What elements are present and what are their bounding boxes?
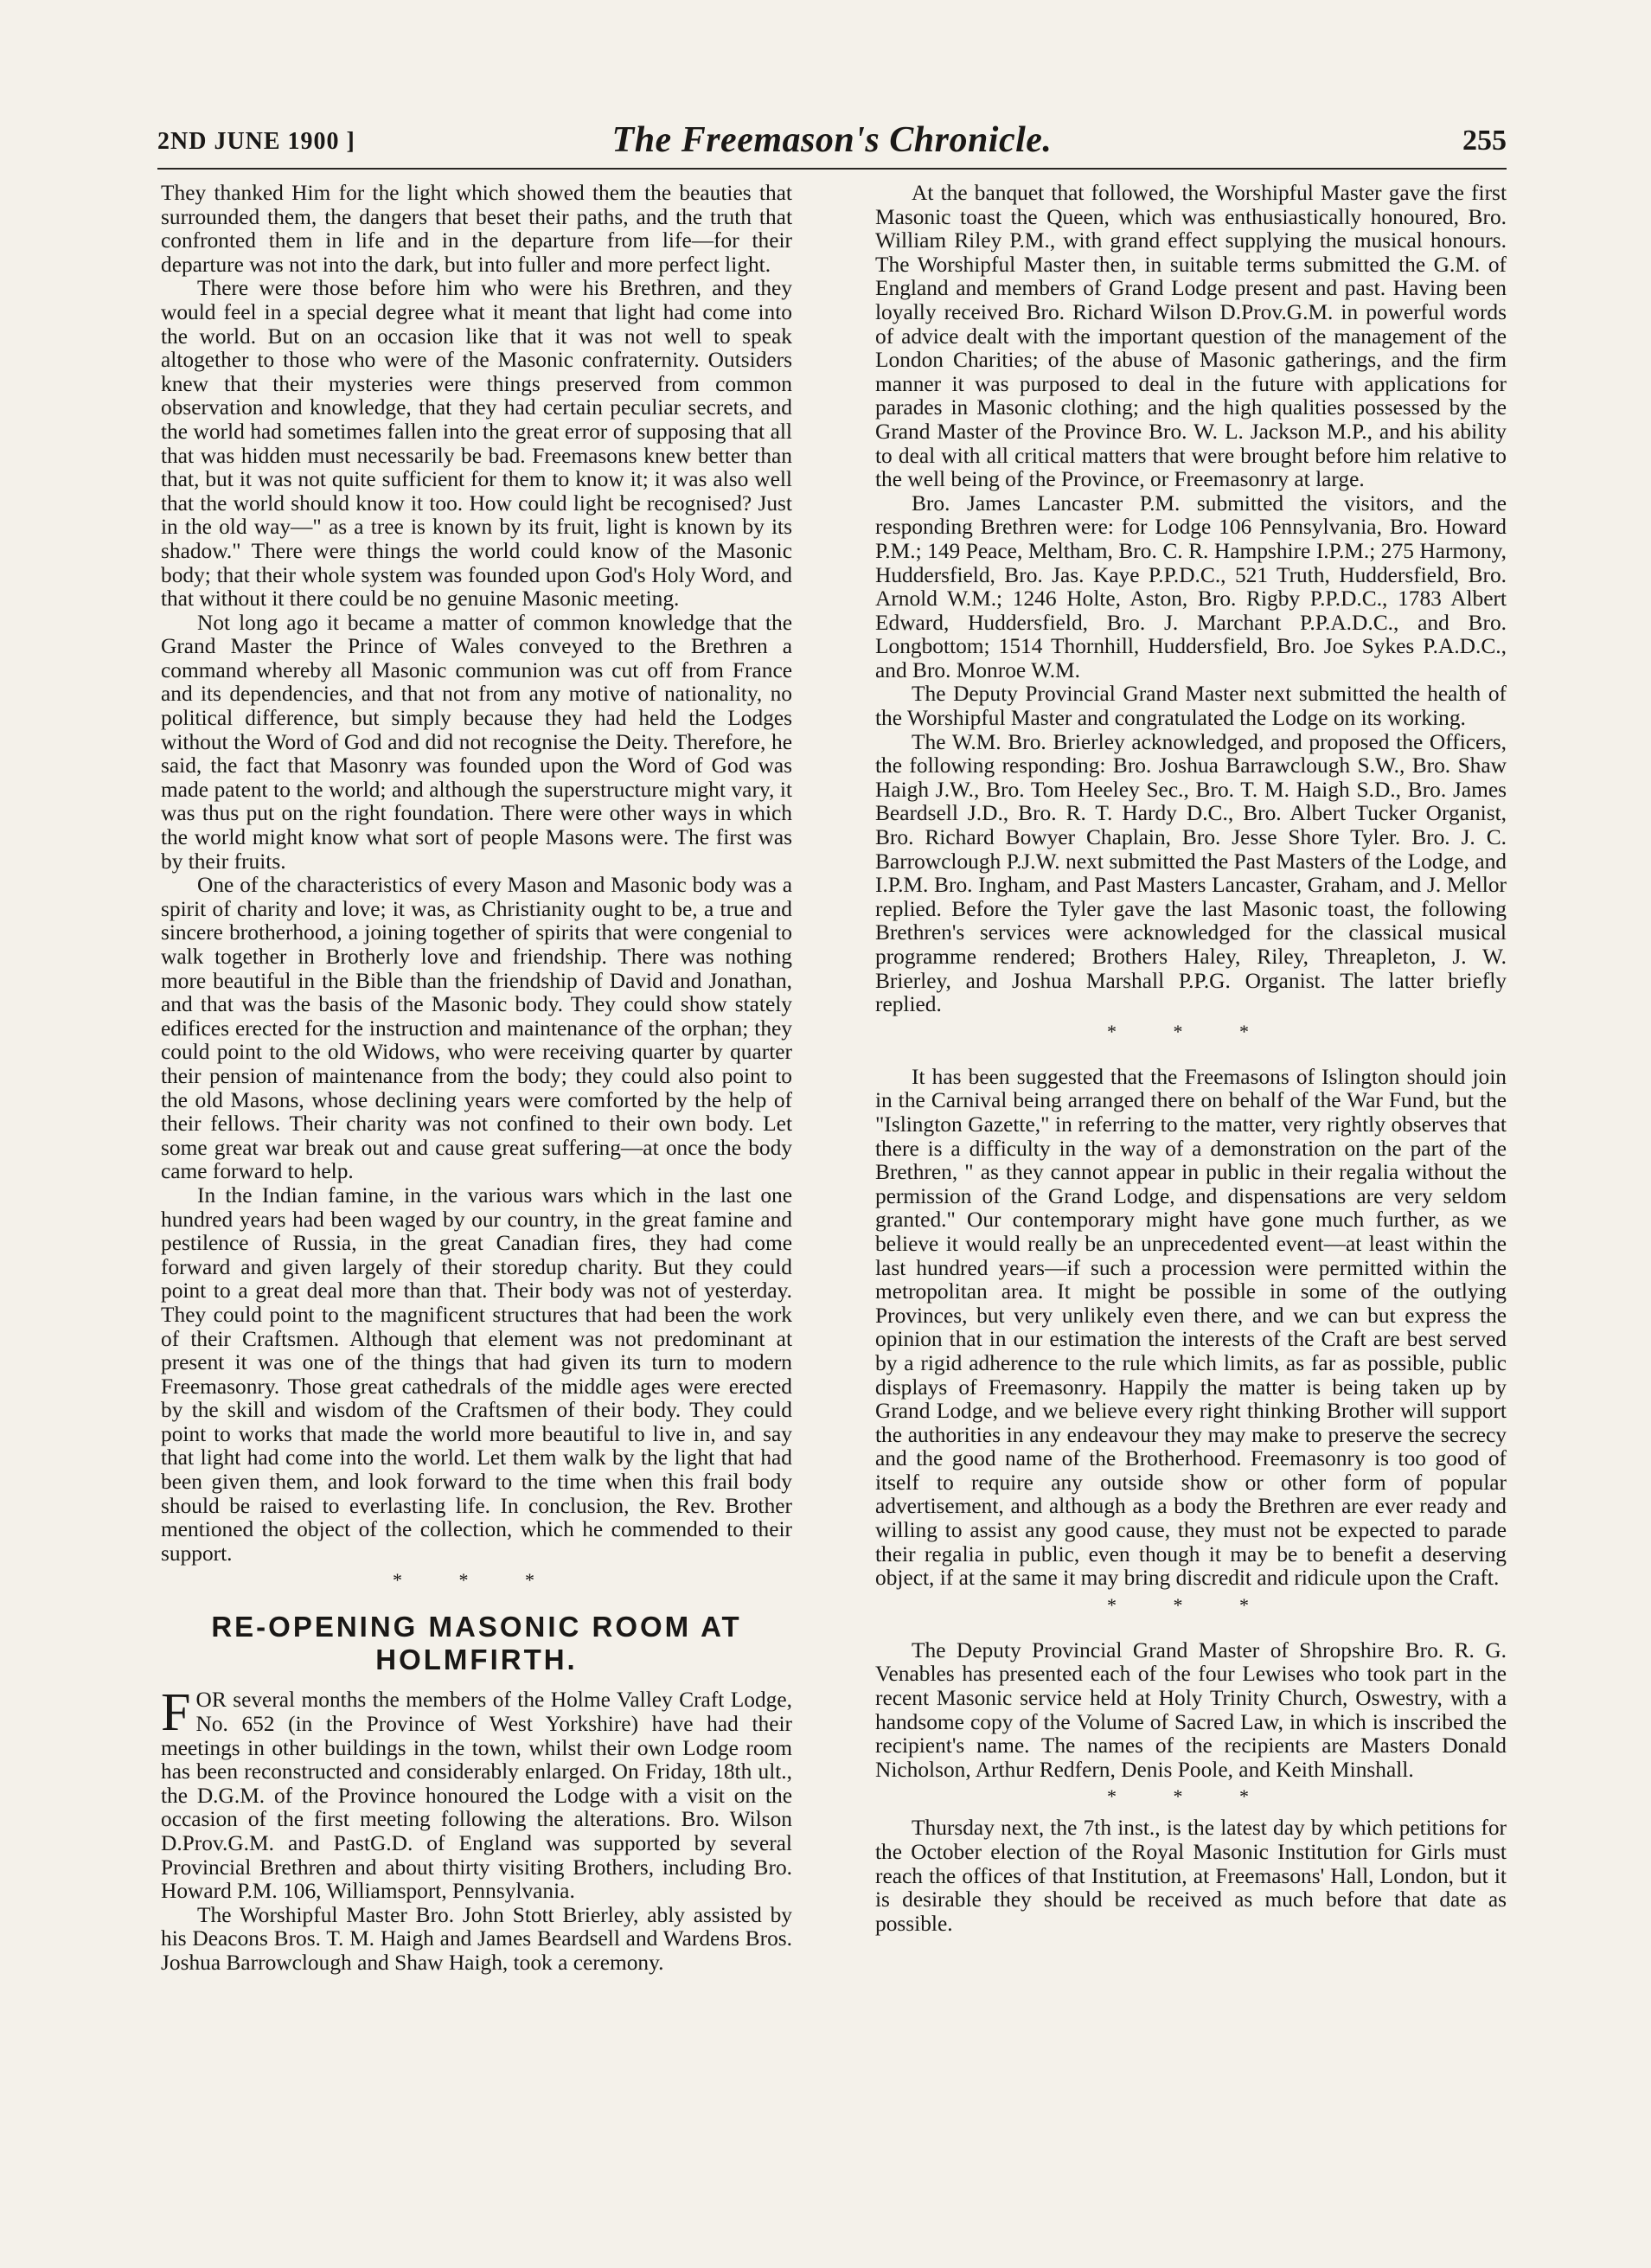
paragraph	[161, 1683, 792, 1904]
section-divider: * * *	[393, 1569, 560, 1592]
paragraph: The Deputy Provincial Grand Master of Shropshire Bro. R. G. Venables has presented each of the four Lewises who took part in the recent Masonic service held at Holy Trinity Church, Oswestry, with a handsome copy of the Volume of Sacred Law, in which is inscribed the recipient's name. The names of the recipients are Masters Donald Nicholson, Arthur Redfern, Denis Poole, and Keith Minshall.	[875, 1637, 1507, 1782]
paragraph: At the banquet that followed, the Worshipful Master gave the first Masonic toast the Queen, which was enthusiastically honoured, Bro. William Riley P.M., with grand effect supplying the musical honours. The Worshipful Master then, in suitable terms submitted the G.M. of England and members of Grand Lodge present and past. Having been loyally received Bro. Richard Wilson D.Prov.G.M. in powerful words of advice dealt with the important question of the management of the London Charities; of the abuse of Masonic gatherings, and the firm manner it was purposed to deal in the future with applications for parades in Masonic clothing; and the high qualities possessed by the Grand Master of the Province Bro. W. L. Jackson M.P., and his ability to deal with all critical matters that were brought before him relative to the well being of the Province, or Freemasonry at large.	[875, 181, 1507, 492]
paragraph: There were those before him who were his Brethren, and they would feel in a special degree what it meant that light had come into the world. But on an occasion like that it was not well to speak altogether to those who were of the Masonic confraternity. Outsiders knew that their mysteries were things preserved from common observation and knowledge, that they had certain peculiar secrets, and the world had sometimes fallen into the great error of supposing that all that was hidden must necessarily be bad. Freemasons knew better than that, but it was not quite sufficient for them to know it; it was also well that the world should know it too. How could light be recognised? Just in the old way—" as a tree is known by its fruit, light is known by its shadow." There were things the world could know of the Masonic body; that their whole system was founded upon God's Holy Word, and that without it there could be no genuine Masonic meeting.	[161, 276, 792, 612]
section-heading: RE-OPENING MASONIC ROOM AT HOLMFIRTH.	[211, 1611, 742, 1676]
paragraph: In the Indian famine, in the various wars which in the last one hundred years had been waged by our country, in the great famine and pestilence of Russia, in the great Canadian fires, they had come forward and given largely of their storedup charity. But they could point to a great deal more than that. Their body was not of yesterday. They could point to the magnificent structures that had been the work of their Craftsmen. Although that element was not predominant at present it was one of the things that had given its turn to modern Freemasonry. Those great cathedrals of the middle ages were erected by the skill and wisdom of the Craftsmen of their body. They could point to works that made the world more beautiful to live in, and say that light had come into the world. Let them walk by the light that had been given them, and look forward to the time when this frail body should be raised to everlasting life. In conclusion, the Rev. Brother mentioned the object of the collection, which he commended to their support.	[161, 1182, 792, 1566]
publication-title: The Freemason's Chronicle.	[611, 120, 1053, 160]
paragraph-text: OR several months the members of the Holme Valley Craft Lodge, No. 652 (in the Province of West Yorkshire) have had their meetings in other buildings in the town, whilst their own Lodge room has been reconstructed and considerably enlarged. On Friday, 18th ult., the D.G.M. of the Province honoured the Lodge with a visit on the occasion of the first meeting following the alterations. Bro. Wilson D.Prov.G.M. and PastG.D. of England was supported by several Provincial Brethren and about thirty visiting Brothers, including Bro. Howard P.M. 106, Williamsport, Pennsylvania.	[161, 1688, 792, 1904]
paragraph: Thursday next, the 7th inst., is the latest day by which petitions for the October election of the Royal Masonic Institution for Girls must reach the offices of that Institution, at Freemasons' Hall, London, but it is desirable they should be received as much before that date as possible.	[875, 1816, 1507, 1936]
paragraph: They thanked Him for the light which showed them the beauties that surrounded them, the dangers that beset their paths, and the truth that confronted them in life and in the departure from life—for their departure was not into the dark, but into fuller and more perfect light.	[161, 181, 792, 277]
drop-cap: F	[161, 1683, 191, 1743]
paragraph: Not long ago it became a matter of common knowledge that the Grand Master the Prince of Wales conveyed to the Brethren a command whereby all Masonic communion was cut off from France and its dependencies, and that not from any motive of nationality, no political difference, but simply because they had held the Lodges without the Word of God and did not recognise the Deity. Therefore, he said, the fact that Masonry was founded upon the Word of God was made patent to the world; and although the superstructure might vary, it was thus put on the right foundation. There were other ways in which the world might know what sort of people Masons were. The first was by their fruits.	[161, 610, 792, 874]
paragraph: The Worshipful Master Bro. John Stott Brierley, ably assisted by his Deacons Bros. T. M. Haigh and James Beardsell and Wardens Bros. Joshua Barrowclough and Shaw Haigh, took a ceremony.	[161, 1902, 792, 1975]
right-column	[875, 182, 1507, 1936]
paragraph: The W.M. Bro. Brierley acknowledged, and proposed the Officers, the following responding: Bro. Joshua Barrawclough S.W., Bro. Shaw Haigh J.W., Bro. Tom Heeley Sec., Bro. T. M. Haigh S.D., Bro. James Beardsell J.D., Bro. R. T. Hardy D.C., Bro. Albert Tucker Organist, Bro. Richard Bowyer Chaplain, Bro. Jesse Shore Tyler. Bro. J. C. Barrowclough P.J.W. next submitted the Past Masters of the Lodge, and I.P.M. Bro. Ingham, and Past Masters Lancaster, Graham, and J. Mellor replied. Before the Tyler gave the last Masonic toast, the following Brethren's services were acknowledged for the classical musical programme rendered; Brothers Haley, Riley, Threapleton, J. W. Brierley, and Joshua Marshall P.P.G. Organist. The latter briefly replied.	[875, 729, 1507, 1017]
paragraph: It has been suggested that the Freemasons of Islington should join in the Carnival being arranged there on behalf of the War Fund, but the "Islington Gazette," in referring to the matter, very rightly observes that there is a difficulty in the way of a demonstration on the part of the Brethren, " as they cannot appear in public in their regalia without the permission of the Grand Lodge, and dispensations are very seldom granted." Our contemporary might have gone much further, as we believe it would really be an unprecedented event—at least within the last hundred years—if such a procession were permitted within the metropolitan area. It might be possible in some of the outlying Provinces, but very unlikely even there, and we can but express the opinion that in our estimation the interests of the Craft are best served by a rigid adherence to the rule which limits, as far as possible, public displays of Freemasonry. Happily the matter is being taken up by Grand Lodge, and we believe every right thinking Brother will support the authorities in any endeavour they may make to preserve the secrecy and the good name of the Brotherhood. Freemasonry is too good of itself to require any outside show or other form of popular advertisement, and although as a body the Brethren are ever ready and willing to assist any good cause, they must not be expected to parade their regalia in public, even though it may be to benefit a deserving object, if at the same it may bring discredit and ridicule upon the Craft.	[875, 1064, 1507, 1591]
section-divider: * * *	[1107, 1785, 1275, 1808]
page-number: 255	[1462, 125, 1507, 157]
paragraph: The Deputy Provincial Grand Master next submitted the health of the Worshipful Master and congratulated the Lodge on its working.	[875, 682, 1507, 731]
page-header	[157, 119, 1507, 170]
section-divider: * * *	[1107, 1593, 1275, 1616]
paragraph: One of the characteristics of every Mason and Masonic body was a spirit of charity and love; it was, as Christianity ought to be, a true and sincere brotherhood, a joining together of spirits that were congenial to walk together in Brotherly love and friendship. There was nothing more beautiful in the Bible than the friendship of David and Jonathan, and that was the basis of the Masonic body. They could show stately edifices erected for the instruction and maintenance of the orphan; they could point to the old Widows, who were receiving quarter by quarter their pension of maintenance from the body; they could also point to the old Masons, whose declining years were comforted by the help of their fellows. Their charity was not confined to their own body. Let some great war break out and cause great suffering—at once the body came forward to help.	[161, 873, 792, 1184]
paragraph: Bro. James Lancaster P.M. submitted the visitors, and the responding Brethren were: for Lodge 106 Pennsylvania, Bro. Howard P.M.; 149 Peace, Meltham, Bro. C. R. Hampshire I.P.M.; 275 Harmony, Huddersfield, Bro. Jas. Kaye P.P.D.C., 521 Truth, Huddersfield, Bro. Arnold W.M.; 1246 Holte, Aston, Bro. Rigby P.P.D.C., 1783 Albert Edward, Huddersfield, Bro. J. Marchant P.P.A.D.C., and Bro. Longbottom; 1514 Thornhill, Huddersfield, Bro. Joe Sykes P.A.D.C., and Bro. Monroe W.M.	[875, 490, 1507, 682]
left-column	[161, 182, 792, 1976]
issue-date: 2ND JUNE 1900 ]	[157, 128, 355, 155]
section-divider: * * *	[1107, 1020, 1275, 1042]
